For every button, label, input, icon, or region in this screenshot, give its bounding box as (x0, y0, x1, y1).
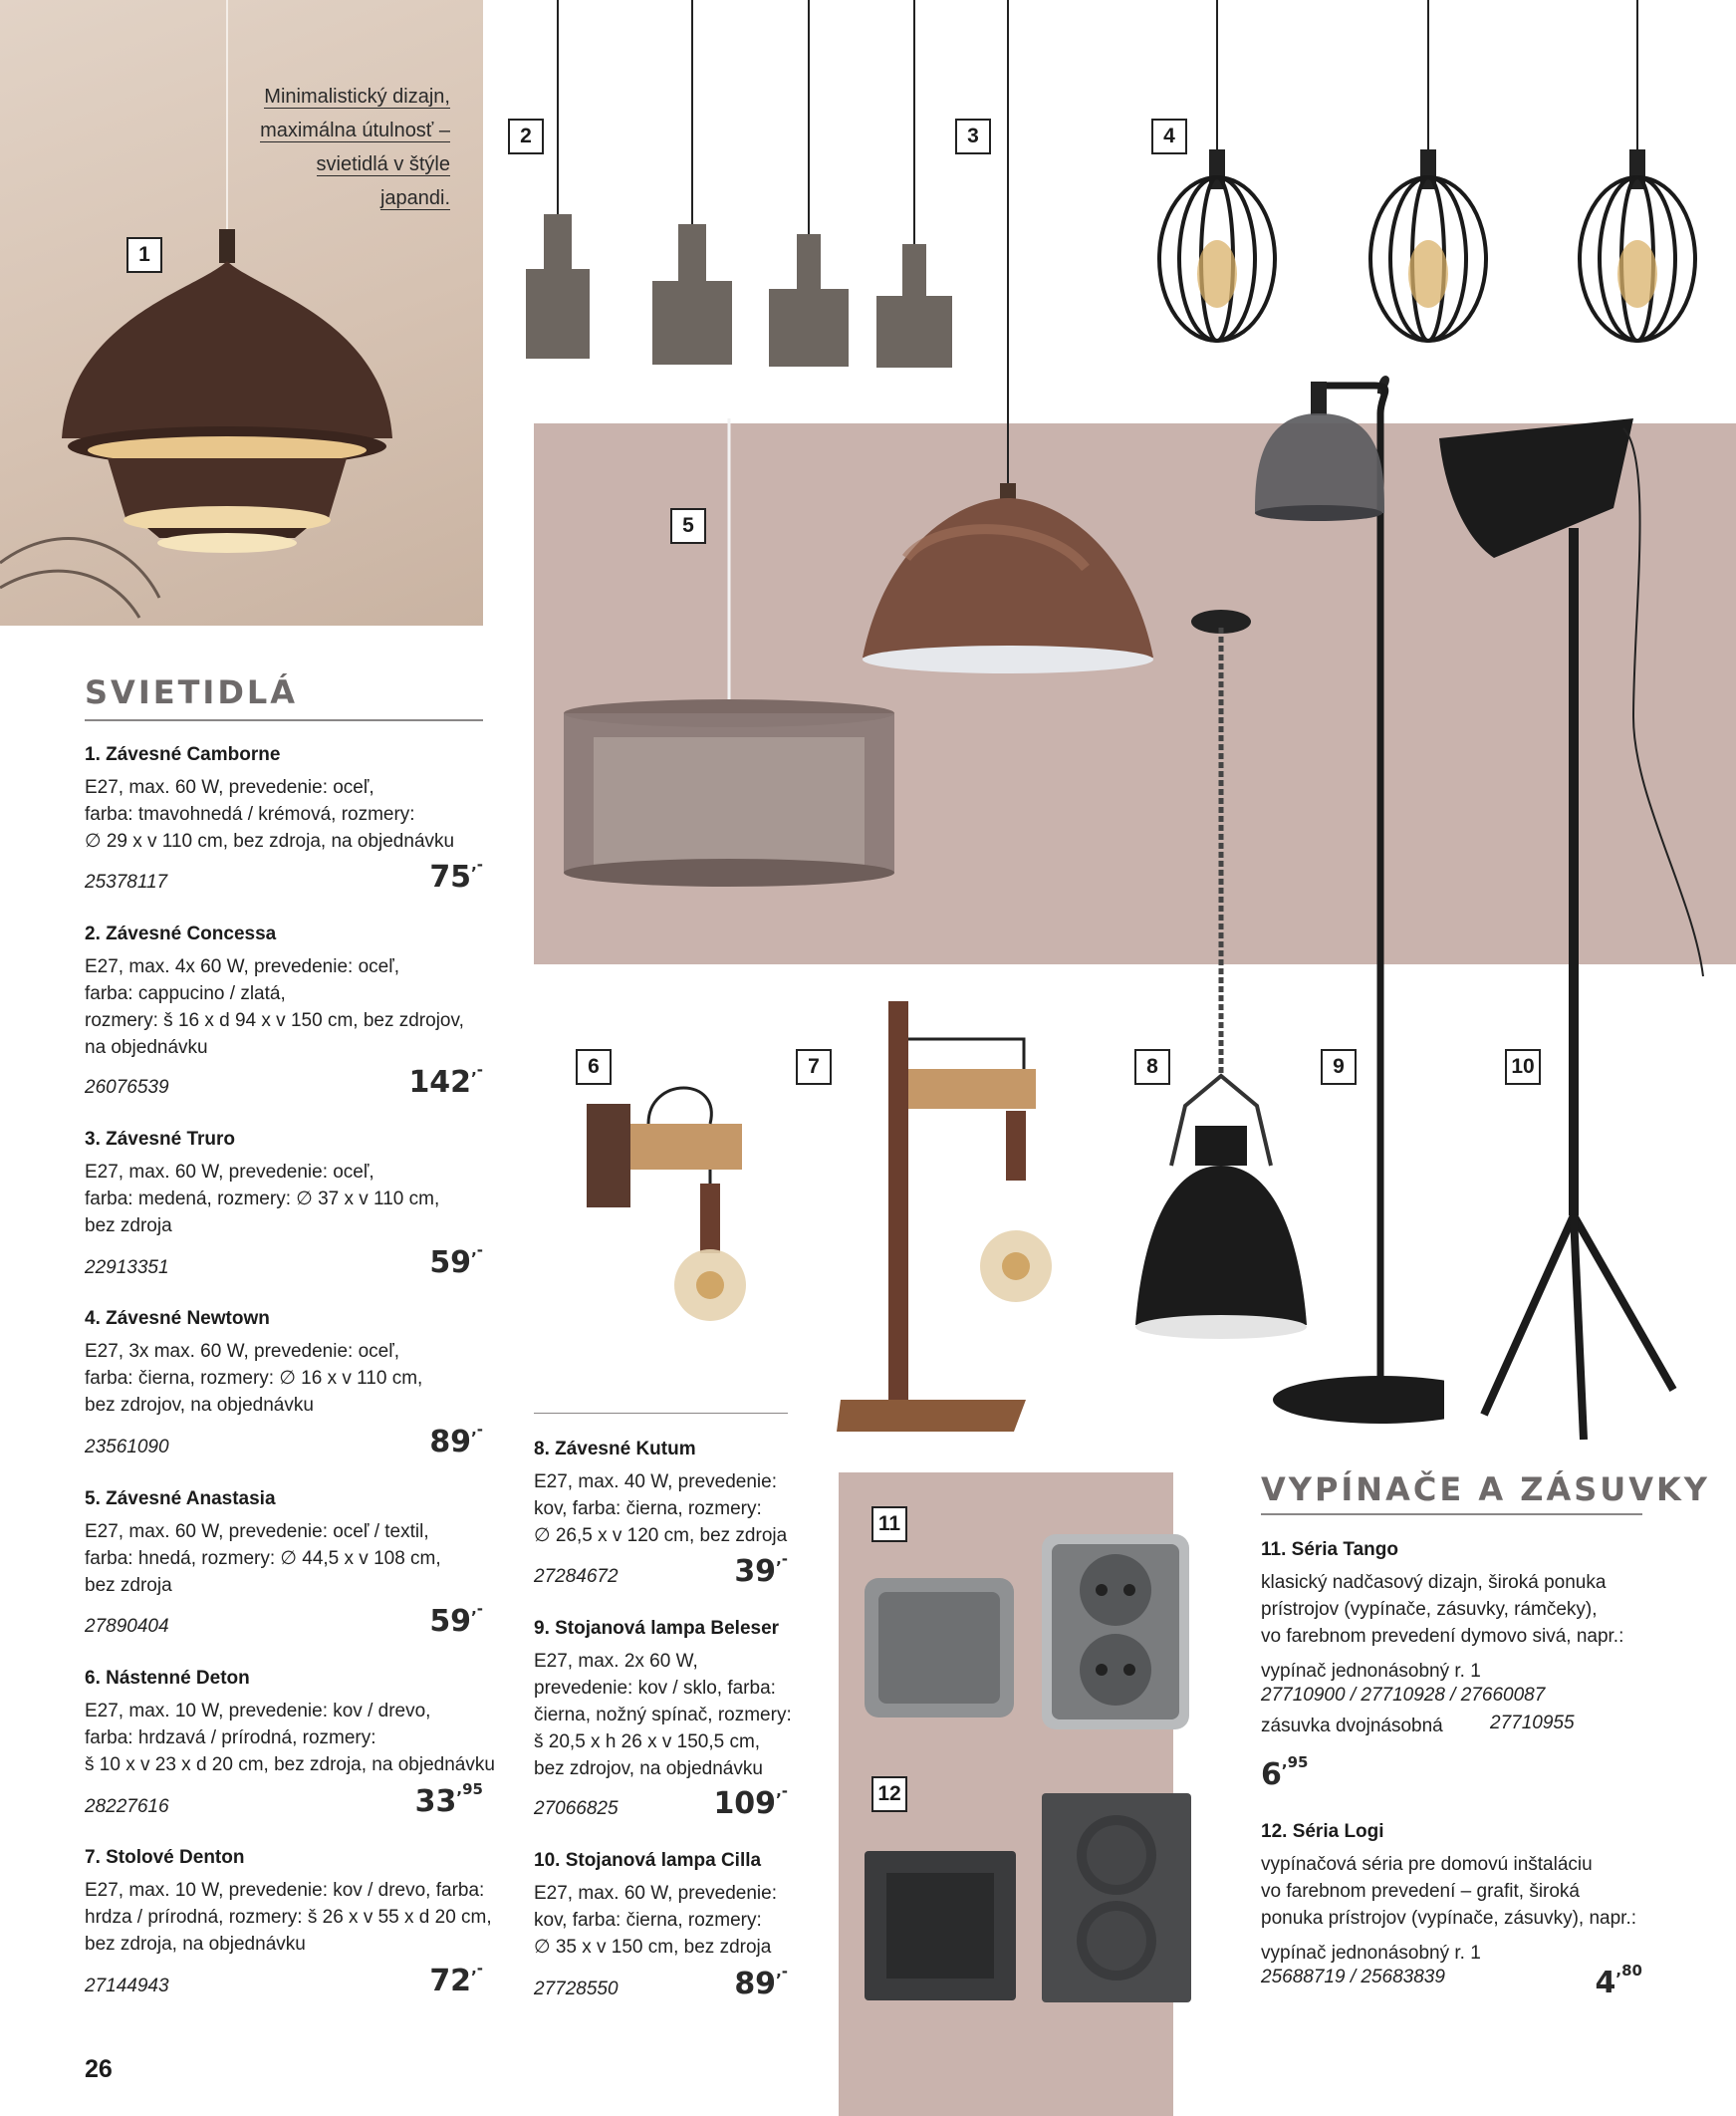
product-7 (85, 1845, 503, 1958)
product-6-price: $33^{,95}$ (414, 1780, 483, 1819)
badge-5: 5 (670, 508, 706, 544)
product-desc-line: ∅ 35 x v 150 cm, bez zdroja (534, 1937, 772, 1958)
badge-10: 10 (1505, 1049, 1541, 1085)
product-desc-line: E27, max. 60 W, prevedenie: oceľ / textil, (85, 1521, 429, 1542)
product-desc-line: vo farebnom prevedení – grafit, široká (1261, 1881, 1581, 1902)
product-8-price: 39,- (734, 1550, 788, 1589)
product-10-price: 89,- (734, 1963, 788, 2001)
switch-item: vypínač jednonásobný r. 1 (1261, 1661, 1481, 1682)
product-4-code: 23561090 (85, 1437, 169, 1457)
tango-switch-image (865, 1534, 1193, 1729)
product-5-code: 27890404 (85, 1616, 169, 1637)
product-2 (85, 922, 483, 1061)
section-rule-lights (85, 719, 483, 721)
product-desc-line: E27, max. 60 W, prevedenie: oceľ, (85, 1162, 374, 1183)
badge-1: 1 (126, 237, 162, 273)
section-title-lights: SVIETIDLÁ (85, 673, 299, 711)
kutum-lamp-image (1125, 608, 1335, 1345)
product-title: 8. Závesné Kutum (534, 1439, 696, 1459)
product-8-code: 27284672 (534, 1566, 619, 1587)
product-1-price: 75,- (429, 856, 483, 895)
product-desc-line: ∅ 29 x v 110 cm, bez zdroja, na objednávku (85, 831, 455, 852)
section-title-switches: VYPÍNAČE A ZÁSUVKY (1261, 1470, 1710, 1508)
product-7-code: 27144943 (85, 1976, 169, 1996)
anastasia-lamp-image (558, 418, 896, 936)
denton-table-lamp-image (837, 1001, 1066, 1440)
product-desc-line: prevedenie: kov / sklo, farba: (534, 1678, 776, 1699)
product-title: 4. Závesné Newtown (85, 1308, 270, 1329)
product-3-price: 59,- (429, 1241, 483, 1280)
product-title: 1. Závesné Camborne (85, 744, 281, 765)
product-desc-line: vo farebnom prevedení dymovo sivá, napr.: (1261, 1626, 1624, 1647)
product-title: 7. Stolové Denton (85, 1847, 245, 1868)
product-desc-line: E27, max. 60 W, prevedenie: oceľ, (85, 777, 374, 798)
switch-12-price: $4^{,80}$ (1595, 1962, 1642, 2000)
product-desc-line: bez zdroja, na objednávku (85, 1934, 306, 1955)
cilla-lamp-image (1434, 418, 1736, 1445)
product-title: 9. Stojanová lampa Beleser (534, 1618, 780, 1639)
product-desc-line: E27, 3x max. 60 W, prevedenie: oceľ, (85, 1341, 400, 1362)
switch-series-11 (1261, 1537, 1659, 1739)
product-desc-line: E27, max. 60 W, prevedenie: (534, 1883, 777, 1904)
product-2-price: 142,- (408, 1061, 483, 1100)
badge-8: 8 (1134, 1049, 1170, 1085)
switch-11-price: $6^{,95}$ (1261, 1753, 1309, 1792)
product-desc-line: E27, max. 10 W, prevedenie: kov / drevo, (85, 1701, 431, 1721)
product-6-code: 28227616 (85, 1796, 169, 1817)
badge-9: 9 (1321, 1049, 1357, 1085)
product-3 (85, 1127, 483, 1239)
product-desc-line: ponuka prístrojov (vypínače, zásuvky), napr.: (1261, 1908, 1637, 1929)
socket-code: 27710955 (1490, 1713, 1575, 1733)
product-title: 10. Stojanová lampa Cilla (534, 1850, 762, 1871)
newtown-lamp-image (1135, 0, 1736, 359)
product-desc-line: š 10 x v 23 x d 20 cm, bez zdroja, na objednávku (85, 1754, 495, 1775)
product-9 (534, 1616, 793, 1782)
product-desc-line: kov, farba: čierna, rozmery: (534, 1910, 762, 1931)
product-desc-line: kov, farba: čierna, rozmery: (534, 1498, 762, 1519)
product-desc-line: na objednávku (85, 1037, 208, 1058)
deton-wall-lamp-image (583, 1076, 752, 1345)
product-desc-line: rozmery: š 16 x d 94 x v 150 cm, bez zdrojov, (85, 1010, 464, 1031)
product-2-code: 26076539 (85, 1077, 169, 1098)
switch-code: 25688719 / 25683839 (1261, 1967, 1445, 1987)
product-desc-line: vypínačová séria pre domovú inštaláciu (1261, 1854, 1593, 1875)
product-1-code: 25378117 (85, 872, 168, 893)
product-desc-line: čierna, nožný spínač, rozmery: (534, 1705, 792, 1725)
product-desc-line: prístrojov (vypínače, zásuvky, rámčeky), (1261, 1599, 1598, 1620)
product-10 (534, 1848, 793, 1961)
product-9-code: 27066825 (534, 1798, 619, 1819)
product-title: 12. Séria Logi (1261, 1821, 1384, 1842)
product-title: 5. Závesné Anastasia (85, 1488, 276, 1509)
socket-item: zásuvka dvojnásobná (1261, 1716, 1443, 1736)
product-7-price: 72,- (429, 1960, 483, 1998)
product-6 (85, 1666, 503, 1778)
badge-6: 6 (576, 1049, 612, 1085)
product-title: 6. Nástenné Deton (85, 1668, 250, 1689)
product-5-price: 59,- (429, 1600, 483, 1639)
product-desc-line: farba: hrdzavá / prírodná, rozmery: (85, 1727, 376, 1748)
badge-7: 7 (796, 1049, 832, 1085)
product-desc-line: bez zdroja (85, 1215, 172, 1236)
product-desc-line: farba: tmavohnedá / krémová, rozmery: (85, 804, 415, 825)
switch-series-12 (1261, 1819, 1659, 1988)
product-desc-line: E27, max. 2x 60 W, (534, 1651, 698, 1672)
product-desc-line: bez zdrojov, na objednávku (85, 1395, 314, 1416)
product-title: 2. Závesné Concessa (85, 924, 277, 944)
product-8 (534, 1437, 793, 1549)
product-desc-line: š 20,5 x h 26 x v 150,5 cm, (534, 1731, 761, 1752)
product-3-code: 22913351 (85, 1257, 169, 1278)
product-desc-line: klasický nadčasový dizajn, široká ponuka (1261, 1572, 1607, 1593)
product-desc-line: farba: čierna, rozmery: ∅ 16 x v 110 cm, (85, 1368, 423, 1389)
product-5 (85, 1486, 483, 1599)
product-9-price: 109,- (713, 1782, 788, 1821)
logi-switch-image (865, 1793, 1193, 2002)
product-desc-line: E27, max. 4x 60 W, prevedenie: oceľ, (85, 956, 400, 977)
product-desc-line: farba: hnedá, rozmery: ∅ 44,5 x v 108 cm, (85, 1548, 441, 1569)
product-desc-line: farba: medená, rozmery: ∅ 37 x v 110 cm, (85, 1189, 440, 1209)
badge-12: 12 (871, 1776, 907, 1812)
page-number: 26 (85, 2055, 113, 2083)
switch-item: vypínač jednonásobný r. 1 (1261, 1943, 1481, 1964)
product-desc-line: bez zdroja (85, 1575, 172, 1596)
japandi-caption: Minimalistický dizajn, maximálna útulnosť – svietidlá v štýle japandi. (260, 86, 450, 209)
badge-4: 4 (1151, 119, 1187, 154)
product-desc-line: E27, max. 40 W, prevedenie: (534, 1471, 777, 1492)
product-desc-line: E27, max. 10 W, prevedenie: kov / drevo, farba: (85, 1880, 485, 1901)
product-title: 3. Závesné Truro (85, 1129, 236, 1150)
section-rule-switches (1261, 1513, 1642, 1515)
product-desc-line: bez zdrojov, na objednávku (534, 1758, 763, 1779)
switch-code: 27710900 / 27710928 / 27660087 (1261, 1685, 1546, 1706)
product-4-price: 89,- (429, 1421, 483, 1459)
badge-2: 2 (508, 119, 544, 154)
product-10-code: 27728550 (534, 1979, 619, 1999)
badge-11: 11 (871, 1506, 907, 1542)
product-4 (85, 1306, 483, 1419)
badge-3: 3 (955, 119, 991, 154)
product-1 (85, 742, 483, 855)
column-rule-middle (534, 1413, 788, 1414)
product-desc-line: farba: cappucino / zlatá, (85, 983, 286, 1004)
product-desc-line: ∅ 26,5 x v 120 cm, bez zdroja (534, 1525, 788, 1546)
product-title: 11. Séria Tango (1261, 1539, 1398, 1560)
product-desc-line: hrdza / prírodná, rozmery: š 26 x v 55 x d 20 cm, (85, 1907, 492, 1928)
